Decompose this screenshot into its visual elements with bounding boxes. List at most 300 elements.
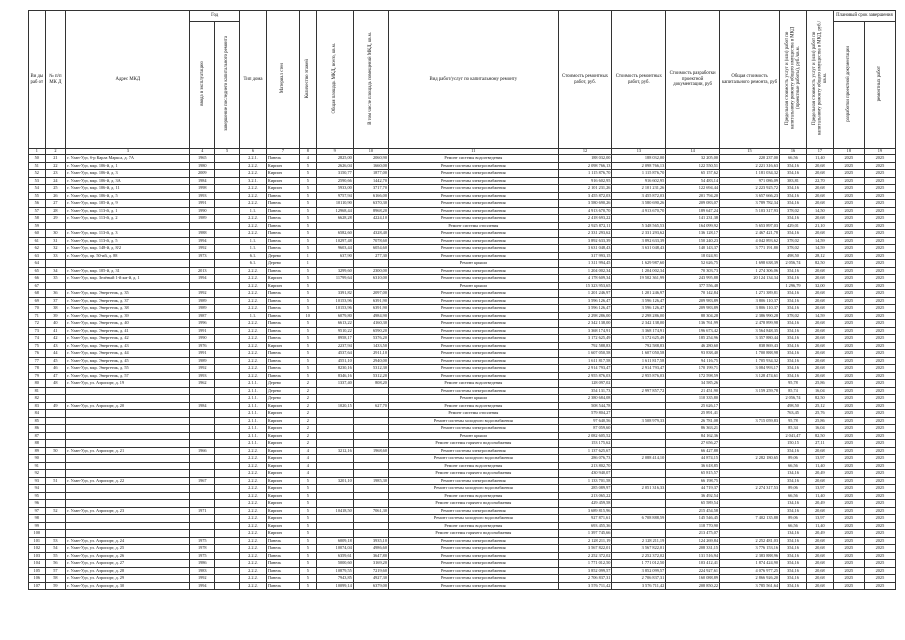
table-cell: 4 178 609,34: [558, 275, 612, 283]
table-row: [29, 245, 896, 253]
table-cell: г. Улан-Удэ, мкр. 113-й, д. 5: [66, 237, 190, 245]
table-cell: 5: [300, 350, 317, 358]
table-cell: [215, 215, 240, 223]
table-cell: 208 850,22: [666, 582, 720, 590]
table-cell: [316, 282, 353, 290]
table-cell: 5: [300, 222, 317, 230]
table-cell: 2025: [833, 185, 864, 193]
table-cell: 2025: [864, 260, 895, 268]
table-cell: 2 298 286,00: [558, 312, 612, 320]
table-cell: Панель: [266, 365, 299, 373]
table-cell: 1 274 306,06: [720, 267, 780, 275]
table-cell: [353, 425, 388, 433]
table-cell: 5: [300, 275, 317, 283]
table-cell: 2025: [864, 350, 895, 358]
table-cell: 354,16: [780, 545, 807, 553]
table-cell: 189 647,24: [666, 207, 720, 215]
table-cell: г. Улан-Удэ, ул. Аэропорт, д. 22: [66, 477, 190, 485]
table-cell: 5: [300, 162, 317, 170]
table-cell: 2 098 766,13: [558, 162, 612, 170]
table-cell: 579 804,27: [558, 410, 612, 418]
table-cell: 430 940,07: [558, 470, 612, 478]
table-cell: 58: [29, 215, 46, 223]
table-cell: 6582,60: [316, 230, 353, 238]
table-cell: 2.2.2.: [240, 522, 267, 530]
table-cell: [215, 290, 240, 298]
table-cell: [215, 170, 240, 178]
table-cell: Кирпич: [266, 477, 299, 485]
table-cell: 134,16: [780, 500, 807, 508]
table-cell: [215, 387, 240, 395]
table-cell: 378,02: [780, 245, 807, 253]
table-cell: [190, 470, 215, 478]
table-row: [29, 290, 896, 298]
table-cell: 1.1.: [240, 245, 267, 253]
table-cell: Ремонт системы электроснабжения: [388, 357, 558, 365]
table-cell: 1992: [190, 575, 215, 583]
table-cell: 1 201 246,97: [558, 290, 612, 298]
table-cell: 13,97: [806, 515, 833, 523]
table-cell: 4986,60: [353, 545, 388, 553]
table-row: [29, 342, 896, 350]
table-cell: 20,68: [806, 560, 833, 568]
table-cell: 2025: [864, 342, 895, 350]
table-cell: 65 589,54: [666, 500, 720, 508]
table-cell: 89,06: [780, 485, 807, 493]
table-cell: 2025: [833, 477, 864, 485]
table-cell: [190, 282, 215, 290]
table-cell: 1442,70: [353, 177, 388, 185]
table-cell: 153 175,62: [558, 440, 612, 448]
table-cell: г. Улан-Удэ, мкр. 113-й, д. 2: [66, 215, 190, 223]
table-cell: [720, 215, 780, 223]
table-cell: [45, 522, 66, 530]
column-number-cell: 4: [190, 149, 215, 155]
table-cell: 5: [300, 237, 317, 245]
table-cell: 3 892 633,39: [612, 237, 666, 245]
table-cell: 5: [300, 537, 317, 545]
table-cell: 1 204 002,34: [612, 267, 666, 275]
table-cell: 2300,00: [353, 267, 388, 275]
table-cell: 6379,00: [353, 582, 388, 590]
table-cell: Панель: [266, 335, 299, 343]
table-cell: 1983: [190, 567, 215, 575]
table-cell: 3 368 174,91: [558, 327, 612, 335]
table-cell: Ремонт системы отопления: [388, 222, 558, 230]
table-cell: 2.2.2.: [240, 215, 267, 223]
table-cell: 11,40: [806, 155, 833, 163]
header-deadline-group: Плановый срок завершения: [833, 11, 895, 22]
table-cell: 2 331 293,62: [612, 230, 666, 238]
table-cell: 1 629 987,60: [612, 260, 666, 268]
table-cell: 5: [300, 357, 317, 365]
table-cell: Панель: [266, 560, 299, 568]
table-cell: 59: [45, 582, 66, 590]
table-cell: Ремонт системы электроснабжения: [388, 560, 558, 568]
table-cell: 5: [300, 582, 317, 590]
table-cell: г. Улан-Удэ, мкр. 106-й, д. 5: [66, 192, 190, 200]
table-row: [29, 552, 896, 560]
table-cell: 3 596 126,47: [612, 305, 666, 313]
table-cell: 84: [29, 410, 46, 418]
table-cell: 11,40: [806, 462, 833, 470]
table-cell: Панель: [266, 545, 299, 553]
table-cell: 2.2.2.: [240, 537, 267, 545]
table-cell: 2025: [864, 507, 895, 515]
table-cell: 19 502 361,99: [612, 275, 666, 283]
table-cell: 1994: [190, 237, 215, 245]
table-cell: 59: [29, 222, 46, 230]
table-cell: 2025: [833, 162, 864, 170]
table-cell: Ремонт системы электроснабжения: [388, 507, 558, 515]
table-cell: [612, 432, 666, 440]
table-cell: 5: [300, 372, 317, 380]
table-cell: 1984: [190, 402, 215, 410]
table-cell: 2025: [864, 267, 895, 275]
table-cell: Панель: [266, 320, 299, 328]
table-cell: 2025: [833, 200, 864, 208]
table-cell: 1975: [190, 537, 215, 545]
table-cell: 2 056,74: [780, 260, 807, 268]
table-cell: [190, 462, 215, 470]
header-design-cost: Стоимость разработки проектной документации, руб: [666, 11, 720, 149]
table-cell: [720, 477, 780, 485]
table-cell: 693 455,36: [558, 522, 612, 530]
table-cell: [215, 530, 240, 538]
table-cell: 2025: [833, 177, 864, 185]
table-cell: [45, 260, 66, 268]
table-cell: 4984,90: [353, 312, 388, 320]
table-cell: 6590,20: [353, 327, 388, 335]
table-cell: [190, 260, 215, 268]
table-cell: 2 386 990,28: [720, 312, 780, 320]
table-cell: 33: [45, 252, 66, 260]
table-cell: 927 871,61: [558, 515, 612, 523]
table-cell: 124 269,84: [666, 537, 720, 545]
table-cell: 9603,44: [316, 245, 353, 253]
table-cell: [215, 545, 240, 553]
table-row: [29, 357, 896, 365]
table-cell: [45, 417, 66, 425]
table-row: [29, 432, 896, 440]
table-cell: 3 657 666,23: [720, 192, 780, 200]
table-cell: 2025: [833, 372, 864, 380]
table-cell: 81: [29, 387, 46, 395]
table-cell: 2025: [833, 230, 864, 238]
table-cell: 2 866 926,20: [720, 575, 780, 583]
table-cell: 95,78: [780, 417, 807, 425]
table-cell: [190, 530, 215, 538]
table-cell: 2025: [864, 530, 895, 538]
table-cell: 2025: [864, 477, 895, 485]
table-cell: 60: [29, 230, 46, 238]
header-commission-year: ввода в эксплуатацию: [190, 22, 215, 149]
table-cell: 2025: [833, 260, 864, 268]
column-number-cell: 9: [316, 149, 353, 155]
table-cell: 2 383 888,96: [720, 552, 780, 560]
table-cell: 2025: [833, 282, 864, 290]
table-cell: Панель: [266, 305, 299, 313]
table-cell: 2025: [864, 402, 895, 410]
table-cell: 354,16: [780, 575, 807, 583]
table-cell: 1989: [190, 305, 215, 313]
table-cell: Панель: [266, 222, 299, 230]
table-cell: [66, 260, 190, 268]
table-cell: 378,02: [780, 312, 807, 320]
table-cell: Ремонт системы электроснабжения: [388, 207, 558, 215]
table-cell: 2025: [864, 387, 895, 395]
table-cell: [353, 282, 388, 290]
table-cell: 1996: [190, 320, 215, 328]
table-cell: 6 708 888,59: [612, 515, 666, 523]
table-cell: 5: [300, 575, 317, 583]
table-cell: [190, 432, 215, 440]
table-cell: 2025: [864, 447, 895, 455]
table-cell: г. Улан-Удэ, мкр. Энергетик, д. 37: [66, 297, 190, 305]
table-cell: 16,04: [806, 387, 833, 395]
table-cell: 2025: [864, 365, 895, 373]
table-cell: 11,40: [806, 492, 833, 500]
table-cell: 36 618,85: [666, 462, 720, 470]
table-cell: 3 576 711,42: [612, 582, 666, 590]
table-cell: 49: [45, 402, 66, 410]
table-cell: 2.2.2.: [240, 545, 267, 553]
table-cell: 377 556,48: [666, 282, 720, 290]
table-cell: 2025: [864, 290, 895, 298]
table-cell: [190, 222, 215, 230]
table-cell: [66, 492, 190, 500]
table-cell: 2025: [864, 245, 895, 253]
table-cell: 2025: [864, 177, 895, 185]
table-cell: 20,68: [806, 372, 833, 380]
table-cell: 86: [29, 425, 46, 433]
table-row: [29, 222, 896, 230]
table-cell: [215, 560, 240, 568]
table-cell: Ремонт системы электроснабжения: [388, 162, 558, 170]
table-cell: 2025: [833, 342, 864, 350]
table-cell: 131 516,94: [666, 552, 720, 560]
table-cell: 4: [300, 455, 317, 463]
table-cell: 2025: [833, 245, 864, 253]
table-row: [29, 335, 896, 343]
table-cell: 3 455 872,03: [612, 192, 666, 200]
table-cell: 3 806 110,37: [720, 305, 780, 313]
table-cell: 93: [29, 477, 46, 485]
table-cell: 1 296,79: [780, 282, 807, 290]
table-cell: 2.2.2.: [240, 267, 267, 275]
table-cell: 2.2.2.: [240, 192, 267, 200]
table-cell: 34: [45, 267, 66, 275]
table-cell: 1991: [190, 200, 215, 208]
table-cell: [215, 230, 240, 238]
table-cell: [215, 492, 240, 500]
table-cell: [353, 260, 388, 268]
table-cell: [612, 522, 666, 530]
table-row: [29, 537, 896, 545]
table-cell: 2025: [833, 365, 864, 373]
table-cell: 3 789 782,34: [720, 200, 780, 208]
repair-plan-table: [28, 10, 896, 590]
table-cell: [353, 395, 388, 403]
table-cell: 2 706 837,31: [612, 575, 666, 583]
table-cell: 88 304,28: [666, 312, 720, 320]
table-row: [29, 500, 896, 508]
table-cell: 134,16: [780, 530, 807, 538]
table-cell: [720, 462, 780, 470]
table-cell: 2025: [864, 192, 895, 200]
table-cell: 7078,60: [353, 237, 388, 245]
table-cell: 5: [300, 230, 317, 238]
table-cell: 1 771 012,50: [558, 560, 612, 568]
table-cell: 2626,04: [316, 162, 353, 170]
table-cell: 20,68: [806, 192, 833, 200]
table-cell: 2237,94: [316, 342, 353, 350]
table-cell: 1 698 638,39: [720, 260, 780, 268]
column-number-cell: 19: [864, 149, 895, 155]
table-cell: 50: [29, 155, 46, 163]
table-cell: 4 913 670,70: [558, 207, 612, 215]
table-cell: Панель: [266, 552, 299, 560]
table-cell: 2.2.1.: [240, 155, 267, 163]
table-cell: Кирпич: [266, 507, 299, 515]
table-cell: 1984: [190, 177, 215, 185]
table-cell: 2.2.2.: [240, 305, 267, 313]
table-cell: 51: [29, 162, 46, 170]
table-cell: Ремонт системы электроснабжения: [388, 200, 558, 208]
table-cell: 70 303,73: [666, 267, 720, 275]
table-cell: 1989: [190, 357, 215, 365]
table-cell: 80: [29, 380, 46, 388]
table-cell: 2.2.2.: [240, 485, 267, 493]
table-cell: 2.1.1.: [240, 402, 267, 410]
table-cell: 838 869,43: [720, 342, 780, 350]
table-cell: 54 483,14: [666, 177, 720, 185]
table-cell: Ремонт системы отопления: [388, 410, 558, 418]
table-cell: [66, 395, 190, 403]
table-cell: 3391,82: [316, 290, 353, 298]
table-cell: 55: [45, 552, 66, 560]
table-cell: 2.2.2.: [240, 350, 267, 358]
table-cell: 2: [300, 402, 317, 410]
table-cell: 1989: [190, 215, 215, 223]
table-cell: 2025: [833, 312, 864, 320]
table-cell: 53: [29, 177, 46, 185]
table-cell: Панель: [266, 245, 299, 253]
table-cell: 5: [300, 297, 317, 305]
table-cell: 4551,10: [316, 357, 353, 365]
table-cell: 2.1.1.: [240, 410, 267, 418]
table-cell: 2025: [833, 567, 864, 575]
table-cell: 20,68: [806, 350, 833, 358]
table-cell: Ремонт системы электроснабжения: [388, 320, 558, 328]
table-cell: [316, 470, 353, 478]
table-cell: 5: [300, 335, 317, 343]
table-cell: 3 776 153,16: [720, 545, 780, 553]
table-cell: 3 455 872,03: [558, 192, 612, 200]
table-cell: 46: [45, 365, 66, 373]
table-cell: [353, 492, 388, 500]
table-cell: 32,00: [806, 282, 833, 290]
table-cell: [66, 387, 190, 395]
table-cell: 67: [29, 282, 46, 290]
table-cell: 6166,00: [353, 192, 388, 200]
table-cell: [66, 410, 190, 418]
table-cell: г. Улан-Удэ, мкр. Энергетик, д. 35: [66, 290, 190, 298]
column-number-cell: 16: [780, 149, 807, 155]
table-cell: Ремонт системы электроснабжения: [388, 342, 558, 350]
table-cell: Кирпич: [266, 500, 299, 508]
table-cell: 378,02: [780, 207, 807, 215]
table-cell: 26 781,08: [666, 417, 720, 425]
table-cell: Панель: [266, 575, 299, 583]
table-cell: 64: [29, 260, 46, 268]
table-cell: Кирпич: [266, 485, 299, 493]
table-cell: 53: [45, 537, 66, 545]
table-cell: г. Улан-Удэ, ул. Аэропорт, д. 29: [66, 575, 190, 583]
table-cell: [215, 357, 240, 365]
table-cell: [353, 432, 388, 440]
table-cell: [215, 552, 240, 560]
table-cell: [612, 492, 666, 500]
table-cell: 2825,00: [316, 155, 353, 163]
table-cell: Ремонт системы электроснабжения: [388, 312, 558, 320]
table-cell: [66, 282, 190, 290]
table-cell: 2 925 872,11: [558, 222, 612, 230]
table-cell: 2 101 231,26: [558, 185, 612, 193]
table-cell: 3647,80: [353, 552, 388, 560]
table-cell: 354,16: [780, 275, 807, 283]
table-cell: Ремонт системы водоотведения: [388, 492, 558, 500]
table-cell: 10153,96: [316, 297, 353, 305]
table-cell: 3 172 625,49: [558, 335, 612, 343]
table-cell: Панель: [266, 567, 299, 575]
table-cell: 1 115 876,70: [612, 170, 666, 178]
table-cell: [190, 425, 215, 433]
table-cell: 3 689 815,96: [558, 507, 612, 515]
table-cell: 5: [300, 207, 317, 215]
table-cell: [45, 515, 66, 523]
table-row: [29, 305, 896, 313]
table-cell: г. Улан-Удэ, ул. Аэропорт, д. 26: [66, 552, 190, 560]
table-cell: 2025: [864, 320, 895, 328]
table-row: [29, 252, 896, 260]
table-cell: 37: [45, 297, 66, 305]
table-cell: 3201,10: [316, 477, 353, 485]
table-cell: Ремонт крыши: [388, 260, 558, 268]
table-cell: 2 056,74: [780, 395, 807, 403]
table-cell: Ремонт системы электроснабжения: [388, 245, 558, 253]
table-cell: 2025: [833, 275, 864, 283]
table-cell: 10074,04: [316, 545, 353, 553]
table-cell: 2.2.2.: [240, 560, 267, 568]
table-cell: Ремонт системы холодного водоснабжения: [388, 515, 558, 523]
table-cell: 3 631 048,43: [558, 245, 612, 253]
table-row: [29, 192, 896, 200]
table-cell: 215 454,58: [666, 507, 720, 515]
table-cell: 2.2.2.: [240, 342, 267, 350]
table-cell: г. Улан-Удэ, мкр. Энергетик, д. 42: [66, 335, 190, 343]
table-cell: 354,16: [780, 477, 807, 485]
table-cell: 2025: [864, 425, 895, 433]
table-cell: [720, 500, 780, 508]
table-cell: 3299,60: [316, 267, 353, 275]
table-cell: 136 761,99: [666, 320, 720, 328]
table-cell: Ремонт системы электроснабжения: [388, 237, 558, 245]
table-cell: 102: [29, 545, 46, 553]
table-cell: 56: [45, 560, 66, 568]
table-cell: 2: [300, 395, 317, 403]
table-cell: 2 252 481,03: [720, 537, 780, 545]
